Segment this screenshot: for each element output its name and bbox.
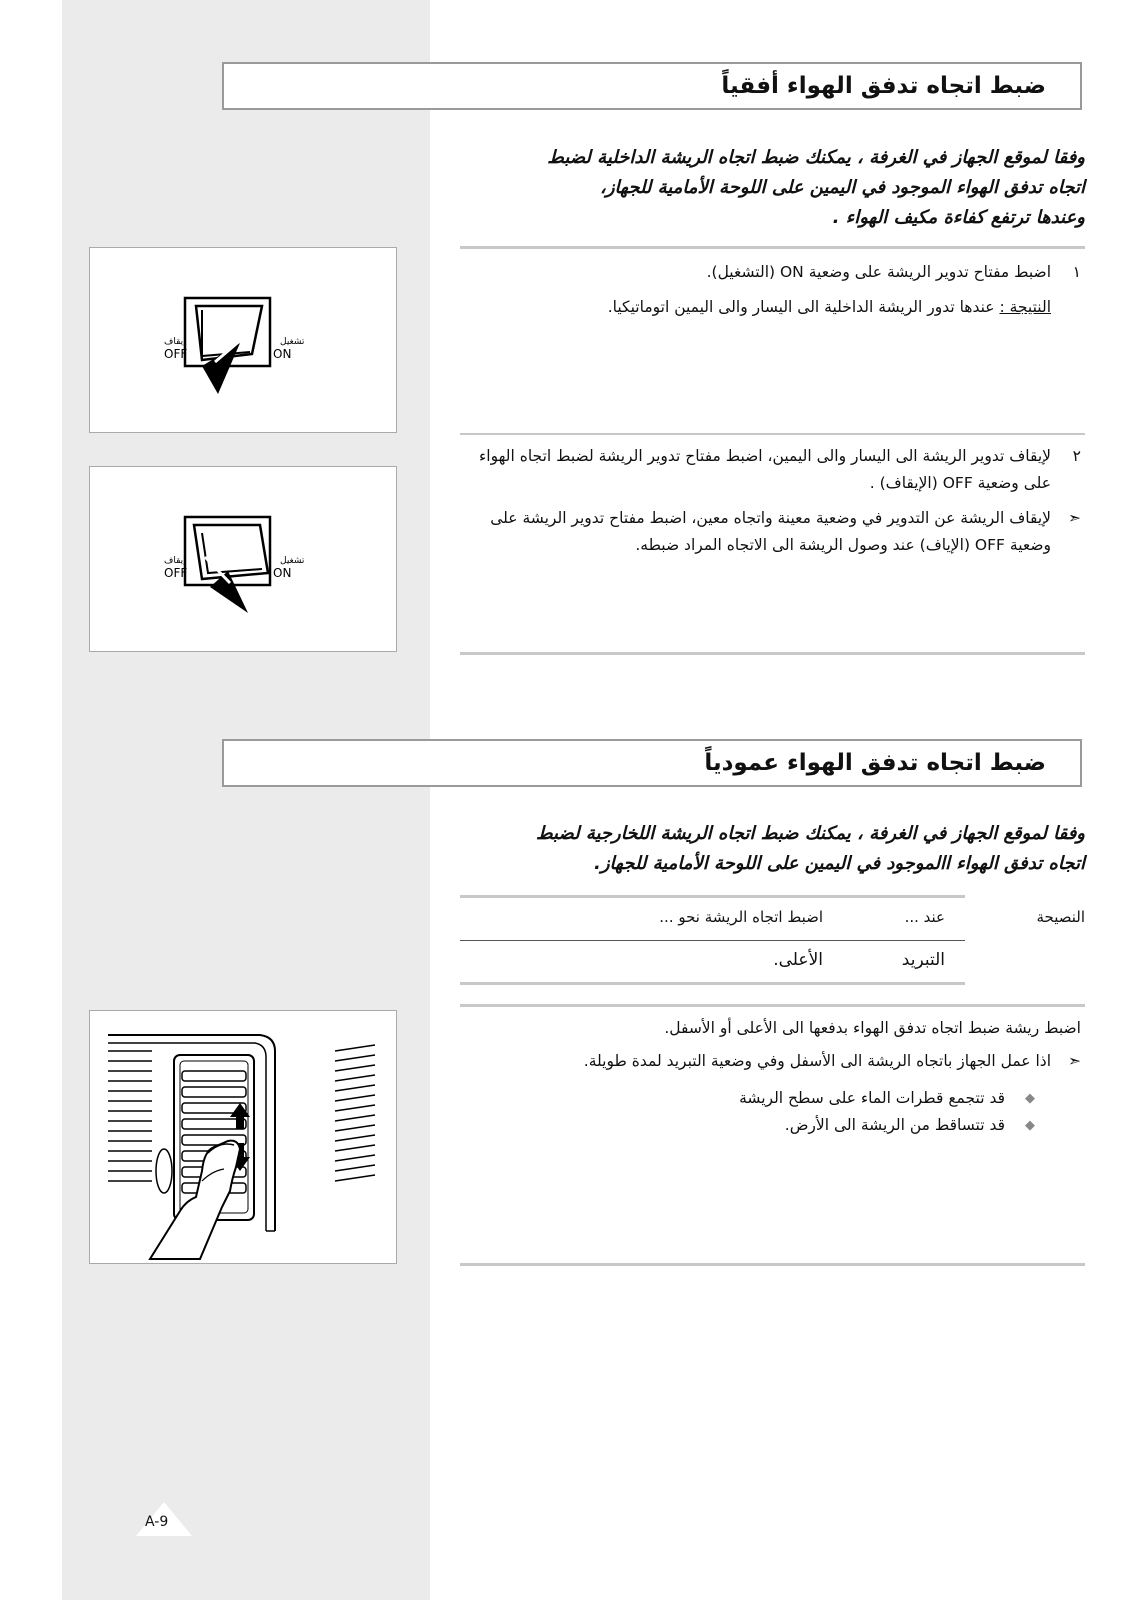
- illustration-louver-adjust: [89, 1010, 397, 1264]
- section-title-horizontal: ضبط اتجاه تدفق الهواء أفقياً: [222, 62, 1082, 110]
- step-text: لإيقاف تدوير الريشة الى اليسار والى اليمين، اضبط مفتاح تدوير الريشة لضبط اتجاه الهواء على وضعية OFF (الإيقاف) .: [479, 447, 1051, 492]
- section-intro-vertical: [460, 819, 1085, 879]
- table-cell: الأعلى.: [773, 950, 823, 970]
- instruction-text: اضبط ريشة ضبط اتجاه تدفق الهواء بدفعها الى الأعلى أو الأسفل.: [664, 1019, 1081, 1037]
- bullet-text: قد تتساقط من الريشة الى الأرض.: [784, 1116, 1005, 1134]
- step-text: اضبط مفتاح تدوير الريشة على وضعية ON (التشغيل).: [706, 263, 1051, 281]
- table-top-rule: [460, 895, 965, 898]
- switch-off-label: OFF: [164, 347, 188, 361]
- step-number: ٢: [1072, 447, 1081, 465]
- table-header-rule: [460, 940, 965, 941]
- divider: [460, 433, 1085, 435]
- table-row: [460, 950, 1085, 972]
- vertical-instructions: [460, 1015, 1085, 1139]
- table-header-cell: عند ...: [904, 908, 945, 926]
- intro-line: وفقا لموقع الجهاز في الغرفة ، يمكنك ضبط اتجاه الريشة اللخارجية لضبط: [535, 823, 1085, 844]
- switch-on-label: ON: [273, 566, 292, 580]
- table-cell: التبريد: [901, 950, 945, 970]
- divider: [460, 1263, 1085, 1266]
- switch-off-label-ar: إيقاف: [164, 556, 186, 566]
- bullet-item: [460, 1112, 1085, 1139]
- bullet-text: قد تتجمع قطرات الماء على سطح الريشة: [739, 1089, 1005, 1107]
- table-header-row: [460, 908, 1085, 930]
- note-text: لإيقاف الريشة عن التدوير في وضعية معينة واتجاه معين، اضبط مفتاح تدوير الريشة على وضعية OFF (الإياف) عند وصول الريشة الى الاتجاه المراد ضبطه.: [490, 509, 1051, 554]
- diamond-bullet-icon: ◆: [1025, 1091, 1035, 1106]
- divider: [460, 246, 1085, 249]
- intro-line: وفقا لموقع الجهاز في الغرفة ، يمكنك ضبط اتجاه الريشة الداخلية لضبط: [547, 147, 1085, 168]
- illustration-switch-off: [89, 466, 397, 652]
- step-number: ١: [1072, 263, 1081, 281]
- intro-line: اتجاه تدفق الهواء الموجود في اليمين على اللوحة الأمامية للجهاز،: [600, 177, 1085, 198]
- divider: [460, 652, 1085, 655]
- note-arrow-icon: ➣: [1068, 509, 1081, 527]
- section-title-vertical: ضبط اتجاه تدفق الهواء عمودياً: [222, 739, 1082, 787]
- section-intro-horizontal: [460, 143, 1085, 233]
- illustration-switch-on: [89, 247, 397, 433]
- step-1: [460, 259, 1085, 321]
- switch-on-label: ON: [273, 347, 292, 361]
- page-number: A-9: [145, 1514, 169, 1530]
- table-header-cell: اضبط اتجاه الريشة نحو ...: [659, 908, 823, 926]
- switch-off-label: OFF: [164, 566, 188, 580]
- divider: [460, 1004, 1085, 1007]
- sidebar-background: [62, 0, 430, 1600]
- rocker-switch-off-icon: [90, 467, 395, 650]
- step-2: [460, 443, 1085, 559]
- table-header-cell: النصيحة: [1036, 908, 1085, 926]
- intro-line: وعندها ترتفع كفاءة مكيف الهواء .: [832, 207, 1085, 228]
- bullet-item: [460, 1085, 1085, 1112]
- result-text: عندها تدور الريشة الداخلية الى اليسار والى اليمين اتوماتيكيا.: [607, 298, 995, 316]
- rocker-switch-on-icon: [90, 248, 395, 431]
- switch-on-label-ar: تشغيل: [280, 337, 305, 347]
- diamond-bullet-icon: ◆: [1025, 1118, 1035, 1133]
- air-conditioner-louver-icon: [90, 1011, 395, 1262]
- switch-on-label-ar: تشغيل: [280, 556, 305, 566]
- table-bottom-rule: [460, 982, 965, 985]
- note-text: اذا عمل الجهاز باتجاه الريشة الى الأسفل وفي وضعية التبريد لمدة طويلة.: [583, 1052, 1051, 1070]
- switch-off-label-ar: إيقاف: [164, 337, 186, 347]
- intro-line: اتجاه تدفق الهواء االموجود في اليمين على اللوحة الأمامية للجهاز.: [594, 853, 1085, 874]
- note-arrow-icon: ➣: [1068, 1052, 1081, 1070]
- result-label: النتيجة :: [999, 298, 1051, 316]
